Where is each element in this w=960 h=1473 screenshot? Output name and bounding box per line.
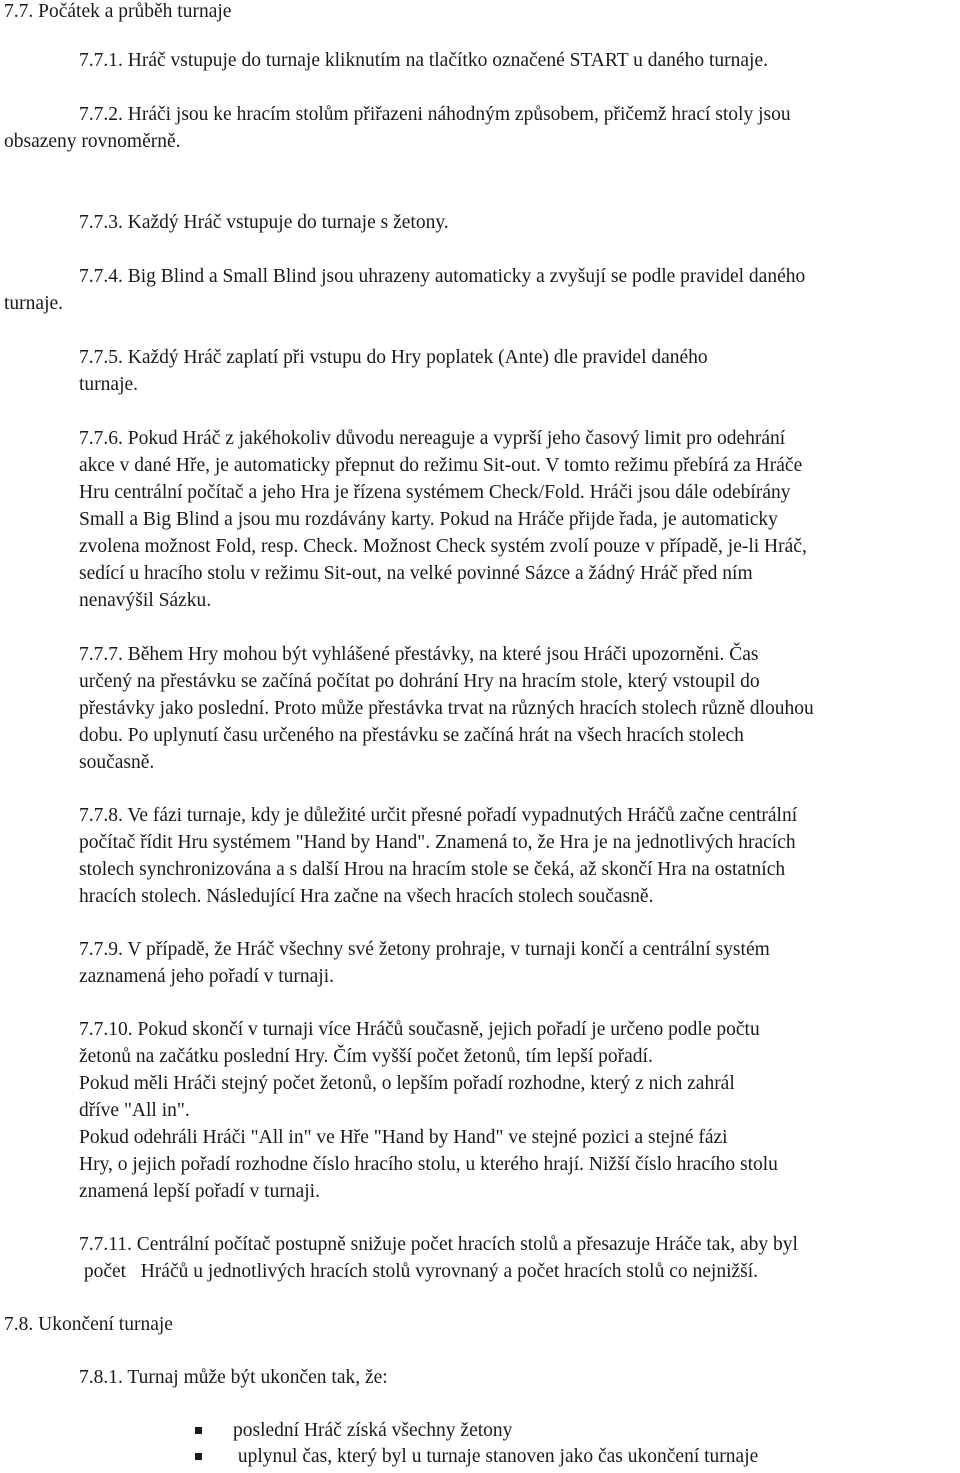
paragraph-line: 7.7.10. Pokud skončí v turnaji více Hráčů současně, jejich pořadí je určeno podle počtu xyxy=(79,1019,760,1040)
paragraph-line: turnaje. xyxy=(79,374,139,395)
paragraph-line: hracích stolech. Následující Hra začne na všech hracích stolech současně. xyxy=(79,886,654,907)
paragraph-line: počet Hráčů u jednotlivých hracích stolů vyrovnaný a počet hracích stolů co nejnižší. xyxy=(79,1261,759,1282)
paragraph-line: žetonů na začátku poslední Hry. Čím vyšší počet žetonů, tím lepší pořadí. xyxy=(79,1046,653,1067)
square-bullet-icon xyxy=(195,1427,202,1434)
paragraph-line: 7.7.8. Ve fázi turnaje, kdy je důležité určit přesné pořadí vypadnutých Hráčů začne centrální xyxy=(79,805,798,826)
paragraph-line: turnaje. xyxy=(4,293,64,314)
paragraph-line: zaznamená jeho pořadí v turnaji. xyxy=(79,966,335,987)
paragraph-line: 7.7.5. Každý Hráč zaplatí při vstupu do Hry poplatek (Ante) dle pravidel daného xyxy=(79,347,708,368)
list-item-text: uplynul čas, který byl u turnaje stanoven jako čas ukončení turnaje xyxy=(233,1446,759,1467)
paragraph-line: Small a Big Blind a jsou mu rozdávány karty. Pokud na Hráče přijde řada, je automaticky xyxy=(79,509,778,530)
paragraph-line: určený na přestávku se začíná počítat po dohrání Hry na hracím stole, který vstoupil do xyxy=(79,671,760,692)
section-heading-7-8: 7.8. Ukončení turnaje xyxy=(4,1314,173,1335)
paragraph-line: počítač řídit Hru systémem "Hand by Hand". Znamená to, že Hra je na jednotlivých hracích xyxy=(79,832,796,853)
paragraph-line: obsazeny rovnoměrně. xyxy=(4,131,181,152)
paragraph-line: akce v dané Hře, je automaticky přepnut do režimu Sit-out. V tomto režimu přebírá za Hráče xyxy=(79,455,803,476)
paragraph-line: současně. xyxy=(79,752,155,773)
paragraph-line: Hry, o jejich pořadí rozhodne číslo hracího stolu, u kterého hrají. Nižší číslo hracího stolu xyxy=(79,1154,778,1175)
square-bullet-icon xyxy=(195,1453,202,1460)
paragraph-7-7-3: 7.7.3. Každý Hráč vstupuje do turnaje s žetony. xyxy=(79,212,449,233)
paragraph-7-8-1: 7.8.1. Turnaj může být ukončen tak, že: xyxy=(79,1367,388,1388)
paragraph-line: 7.7.11. Centrální počítač postupně snižuje počet hracích stolů a přesazuje Hráče tak, aby byl xyxy=(79,1234,798,1255)
paragraph-line: sedící u hracího stolu v režimu Sit-out, na velké povinné Sázce a žádný Hráč před ním xyxy=(79,563,753,584)
paragraph-line: 7.7.6. Pokud Hráč z jakéhokoliv důvodu nereaguje a vyprší jeho časový limit pro odehrání xyxy=(79,428,786,449)
paragraph-line: Hru centrální počítač a jeho Hra je řízena systémem Check/Fold. Hráči jsou dále odebírány xyxy=(79,482,791,503)
paragraph-line: znamená lepší pořadí v turnaji. xyxy=(79,1181,320,1202)
paragraph-line: dobu. Po uplynutí času určeného na přestávku se začíná hrát na všech hracích stolech xyxy=(79,725,744,746)
paragraph-line: 7.7.9. V případě, že Hráč všechny své žetony prohraje, v turnaji končí a centrální systém xyxy=(79,939,770,960)
paragraph-line: dříve "All in". xyxy=(79,1100,190,1121)
paragraph-line: přestávky jako poslední. Proto může přestávka trvat na různých hracích stolech různě dlouhou xyxy=(79,698,814,719)
paragraph-line: zvolena možnost Fold, resp. Check. Možnost Check systém zvolí pouze v případě, je-li Hráč, xyxy=(79,536,807,557)
paragraph-line: nenavýšil Sázku. xyxy=(79,590,212,611)
paragraph-line: 7.7.2. Hráči jsou ke hracím stolům přiřazeni náhodným způsobem, přičemž hrací stoly jsou xyxy=(79,104,791,125)
list-item-text: poslední Hráč získá všechny žetony xyxy=(233,1420,513,1441)
paragraph-line: Pokud měli Hráči stejný počet žetonů, o lepším pořadí rozhodne, který z nich zahrál xyxy=(79,1073,735,1094)
paragraph-line: stolech synchronizována a s další Hrou na hracím stole se čeká, až skončí Hra na ostatních xyxy=(79,859,786,880)
paragraph-line: 7.7.4. Big Blind a Small Blind jsou uhrazeny automaticky a zvyšují se podle pravidel daného xyxy=(79,266,806,287)
paragraph-line: Pokud odehráli Hráči "All in" ve Hře "Hand by Hand" ve stejné pozici a stejné fázi xyxy=(79,1127,728,1148)
section-heading-7-7: 7.7. Počátek a průběh turnaje xyxy=(4,1,232,22)
paragraph-line: 7.7.7. Během Hry mohou být vyhlášené přestávky, na které jsou Hráči upozorněni. Čas xyxy=(79,644,759,665)
paragraph-7-7-1: 7.7.1. Hráč vstupuje do turnaje kliknutím na tlačítko označené START u daného turnaje. xyxy=(79,50,768,71)
